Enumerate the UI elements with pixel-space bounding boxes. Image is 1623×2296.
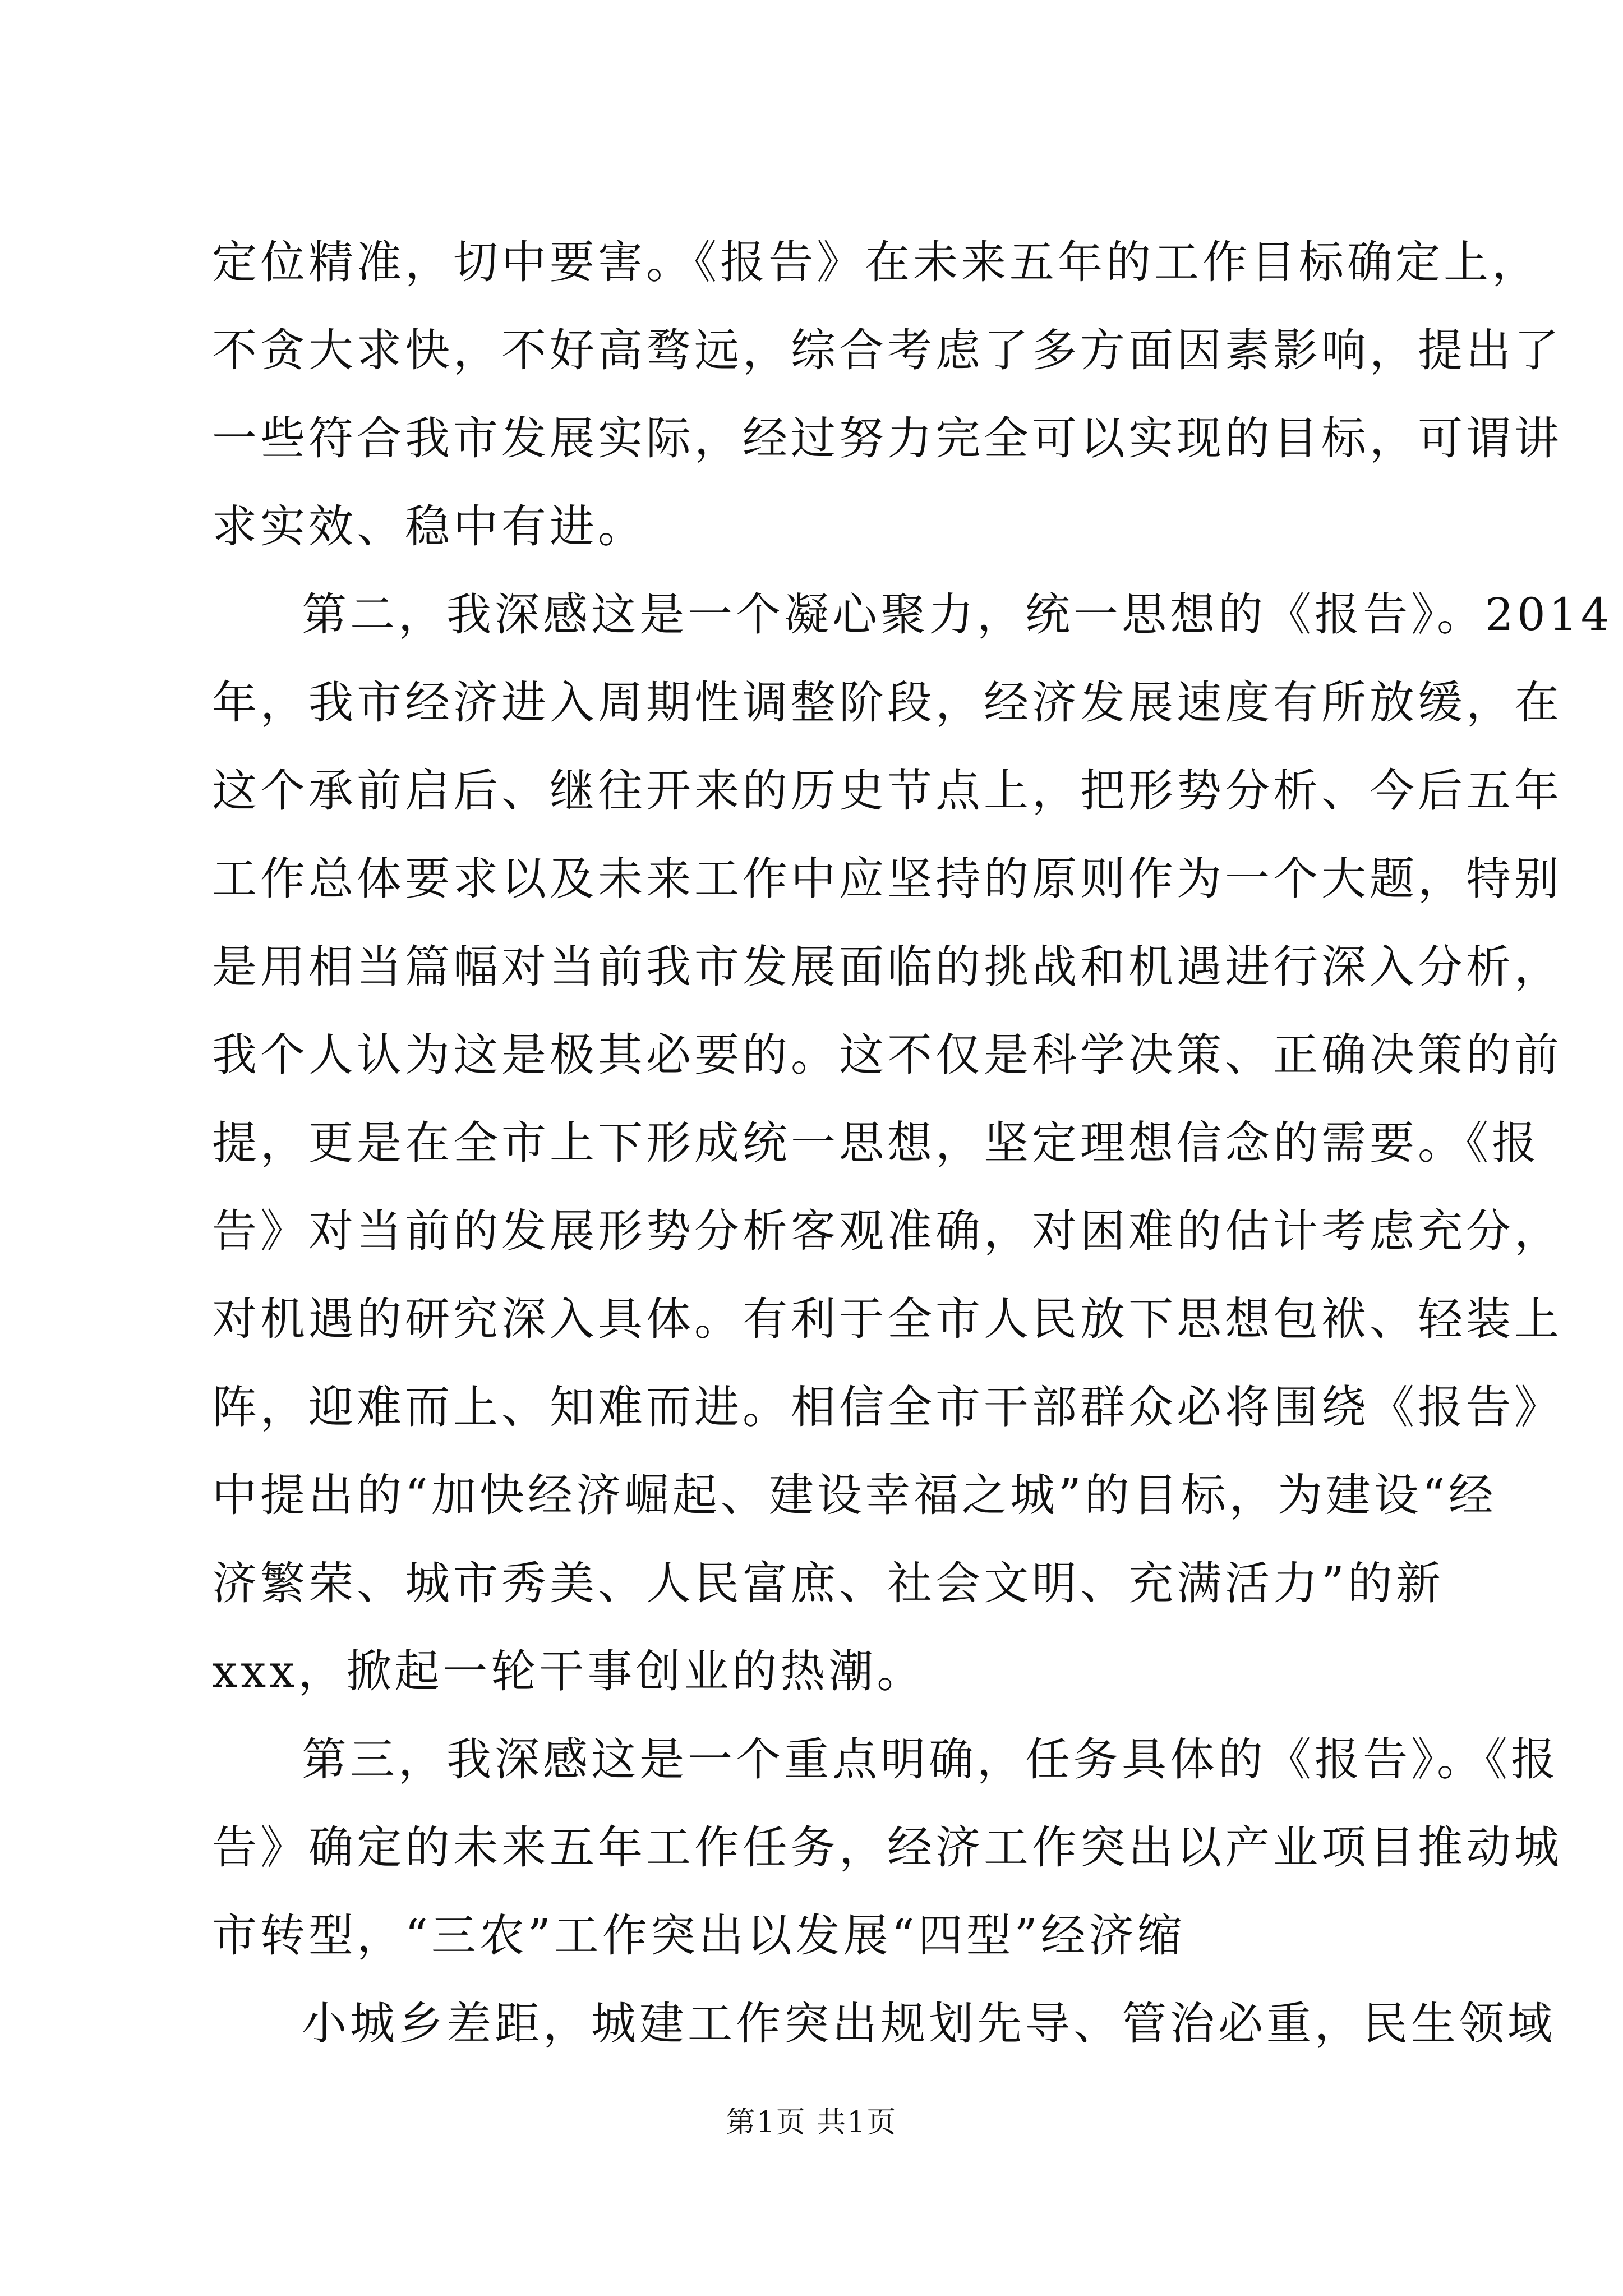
text-line: 定位精准，切中要害。《报告》在未来五年的工作目标确定上， bbox=[212, 236, 1540, 288]
text-line: 一些符合我市发展实际，经过努力完全可以实现的目标，可谓讲 bbox=[212, 412, 1562, 464]
text-line: 是用相当篇幅对当前我市发展面临的挑战和机遇进行深入分析， bbox=[212, 941, 1562, 993]
paragraph-start-line: 第三，我深感这是一个重点明确，任务具体的《报告》。《报 bbox=[302, 1733, 1559, 1786]
text-line: 年，我市经济进入周期性调整阶段，经济发展速度有所放缓，在 bbox=[212, 677, 1562, 729]
text-line: 市转型，“三农”工作突出以发展“四型”经济缩 bbox=[212, 1910, 1186, 1962]
text-line: 我个人认为这是极其必要的。这不仅是科学决策、正确决策的前 bbox=[212, 1029, 1562, 1081]
text-line: 对机遇的研究深入具体。有利于全市人民放下思想包袱、轻装上 bbox=[212, 1293, 1562, 1345]
text-line: 中提出的“加快经济崛起、建设幸福之城”的目标，为建设“经 bbox=[212, 1469, 1497, 1521]
text-line: xxx，掀起一轮干事创业的热潮。 bbox=[212, 1645, 925, 1697]
text-line: 求实效、稳中有进。 bbox=[212, 500, 646, 553]
text-line: 告》对当前的发展形势分析客观准确，对困难的估计考虑充分， bbox=[212, 1205, 1562, 1257]
paragraph-start-line: 第二，我深感这是一个凝心聚力，统一思想的《报告》。2014 bbox=[302, 588, 1613, 641]
page-footer: 第1页 共1页 bbox=[726, 2106, 897, 2139]
text-line: 不贪大求快，不好高骛远，综合考虑了多方面因素影响，提出了 bbox=[212, 324, 1562, 376]
text-line: 阵，迎难而上、知难而进。相信全市干部群众必将围绕《报告》 bbox=[212, 1381, 1562, 1433]
text-line: 工作总体要求以及未来工作中应坚持的原则作为一个大题，特别 bbox=[212, 853, 1562, 905]
text-line: 告》确定的未来五年工作任务，经济工作突出以产业项目推动城 bbox=[212, 1821, 1562, 1874]
text-line: 济繁荣、城市秀美、人民富庶、社会文明、充满活力”的新 bbox=[212, 1557, 1444, 1609]
text-line: 这个承前启后、继往开来的历史节点上，把形势分析、今后五年 bbox=[212, 765, 1562, 817]
paragraph-start-line: 小城乡差距，城建工作突出规划先导、管治必重，民生领域 bbox=[302, 1998, 1556, 2050]
text-line: 提，更是在全市上下形成统一思想，坚定理想信念的需要。《报 bbox=[212, 1117, 1540, 1169]
